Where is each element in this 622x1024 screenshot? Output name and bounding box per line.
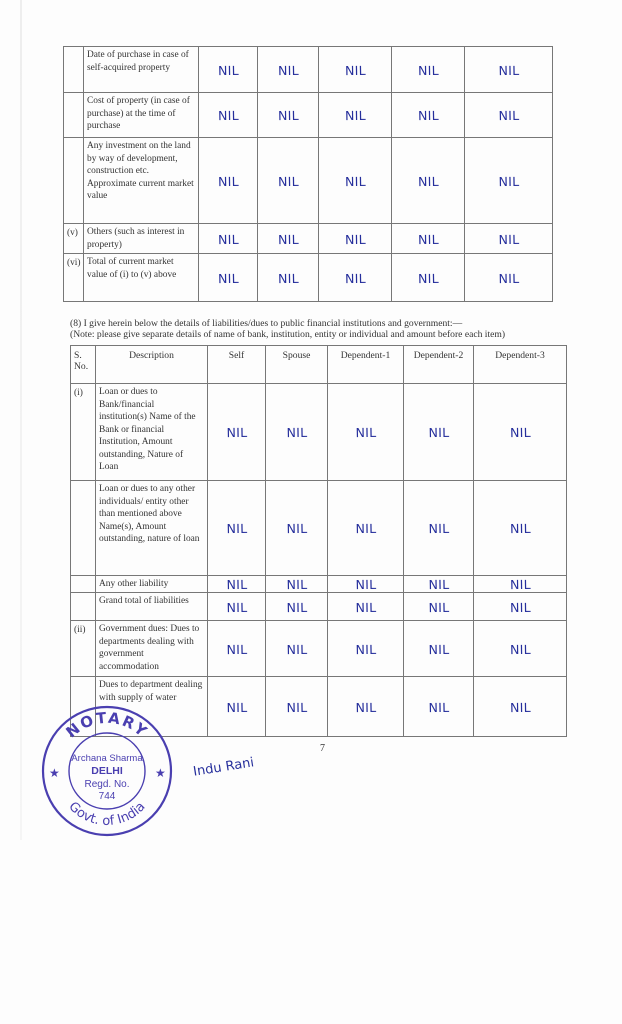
nil-entry: NIL xyxy=(327,676,404,737)
nil-entry: NIL xyxy=(257,46,319,93)
row-description: Loan or dues to Bank/financial institution(s) Name of the Bank or financial Institution, Amount outstanding, Nature of Loan xyxy=(96,384,208,481)
stamp-reg-label: Regd. No. xyxy=(84,779,130,790)
nil-entry: NIL xyxy=(318,223,392,254)
nil-entry: NIL xyxy=(473,480,568,577)
nil-entry: NIL xyxy=(265,676,328,737)
nil-entry: NIL xyxy=(327,620,404,677)
stamp-bottom-text: Govt. of India xyxy=(65,799,149,830)
table-row xyxy=(64,93,553,138)
nil-entry: NIL xyxy=(257,137,319,224)
nil-entry: NIL xyxy=(207,620,266,677)
nil-entry: NIL xyxy=(257,92,319,138)
row-description: Others (such as interest in property) xyxy=(84,224,199,254)
row-description: Loan or dues to any other individuals/ entity other than mentioned above Name(s), Amount outstanding, nature of loan xyxy=(96,481,208,576)
row-serial: (vi) xyxy=(64,254,84,302)
nil-entry: NIL xyxy=(207,676,266,737)
nil-entry: NIL xyxy=(391,253,465,302)
stamp-top-text: NOTARY xyxy=(62,708,152,742)
nil-entry: NIL xyxy=(391,137,465,224)
table-row xyxy=(64,224,553,254)
nil-entry: NIL xyxy=(318,253,392,302)
nil-entry: NIL xyxy=(198,223,258,254)
row-serial: (v) xyxy=(64,224,84,254)
nil-entry: NIL xyxy=(473,620,567,678)
nil-entry: NIL xyxy=(207,383,267,481)
row-description: Any other liability xyxy=(96,576,208,593)
nil-entry: NIL xyxy=(464,92,553,139)
section-8-note: (Note: please give separate details of name of bank, institution, entity or individual and amount before each item) xyxy=(70,329,506,340)
row-description: Government dues: Dues to departments dealing with government accommodation xyxy=(96,621,208,677)
handwritten-signature: Indu Rani xyxy=(192,755,256,780)
table-header-row xyxy=(71,346,567,384)
nil-entry: NIL xyxy=(473,383,568,482)
row-serial: (i) xyxy=(71,384,96,481)
nil-entry: NIL xyxy=(391,92,465,138)
scan-edge xyxy=(20,0,22,840)
nil-entry: NIL xyxy=(207,480,267,576)
nil-entry: NIL xyxy=(265,620,328,677)
table-row xyxy=(64,254,553,302)
notary-stamp xyxy=(39,703,175,839)
nil-entry: NIL xyxy=(265,592,327,621)
nil-entry: NIL xyxy=(207,592,265,621)
nil-entry: NIL xyxy=(265,480,329,576)
nil-entry: NIL xyxy=(198,92,258,138)
nil-entry: NIL xyxy=(403,620,474,677)
nil-entry: NIL xyxy=(207,575,265,593)
row-serial xyxy=(71,481,96,576)
row-description: Dues to department dealing with supply of water xyxy=(96,677,208,737)
liabilities-table xyxy=(70,345,567,737)
nil-entry: NIL xyxy=(318,137,392,224)
page-number: 7 xyxy=(320,743,325,754)
column-header: S. No. xyxy=(71,346,96,384)
property-table xyxy=(63,46,553,302)
star-icon: ★ xyxy=(155,766,166,780)
row-serial xyxy=(71,576,96,593)
row-description: Date of purchase in case of self-acquired property xyxy=(84,47,199,93)
nil-entry: NIL xyxy=(265,575,327,593)
row-serial xyxy=(64,93,84,138)
table-row xyxy=(71,621,567,677)
table-row xyxy=(64,47,553,93)
column-header: Self xyxy=(208,346,266,384)
table-row xyxy=(71,481,567,576)
nil-entry: NIL xyxy=(198,137,258,224)
nil-entry: NIL xyxy=(327,480,405,576)
nil-entry: NIL xyxy=(473,592,566,622)
star-icon: ★ xyxy=(49,766,60,780)
table-row xyxy=(64,138,553,224)
nil-entry: NIL xyxy=(403,575,473,593)
nil-entry: NIL xyxy=(327,575,403,593)
table-row xyxy=(71,384,567,481)
column-header: Dependent-3 xyxy=(474,346,567,384)
nil-entry: NIL xyxy=(198,46,258,93)
column-header: Dependent-1 xyxy=(328,346,404,384)
nil-entry: NIL xyxy=(473,575,566,594)
nil-entry: NIL xyxy=(318,46,392,93)
column-header: Spouse xyxy=(266,346,328,384)
table-row xyxy=(71,576,567,593)
nil-entry: NIL xyxy=(464,223,553,255)
row-description: Any investment on the land by way of development, construction etc. Approximate current market value xyxy=(84,138,199,224)
nil-entry: NIL xyxy=(464,46,553,94)
row-description: Total of current market value of (i) to (v) above xyxy=(84,254,199,302)
column-header: Description xyxy=(96,346,208,384)
nil-entry: NIL xyxy=(403,592,473,621)
nil-entry: NIL xyxy=(327,592,403,621)
nil-entry: NIL xyxy=(257,223,319,254)
nil-entry: NIL xyxy=(327,383,405,481)
nil-entry: NIL xyxy=(403,676,474,737)
row-serial xyxy=(64,138,84,224)
table-row xyxy=(71,593,567,621)
nil-entry: NIL xyxy=(391,46,465,93)
column-header: Dependent-2 xyxy=(404,346,474,384)
stamp-name: Archana Sharma xyxy=(71,753,143,764)
nil-entry: NIL xyxy=(403,480,475,576)
row-description: Cost of property (in case of purchase) at the time of purchase xyxy=(84,93,199,138)
row-serial xyxy=(71,593,96,621)
nil-entry: NIL xyxy=(391,223,465,254)
stamp-city: DELHI xyxy=(91,765,123,777)
row-serial: (ii) xyxy=(71,621,96,677)
stamp-reg-number: 744 xyxy=(98,791,116,802)
row-serial xyxy=(64,47,84,93)
row-description: Grand total of liabilities xyxy=(96,593,208,621)
nil-entry: NIL xyxy=(318,92,392,138)
nil-entry: NIL xyxy=(198,253,258,302)
nil-entry: NIL xyxy=(464,137,553,225)
nil-entry: NIL xyxy=(265,383,329,481)
section-8-heading: (8) I give herein below the details of liabilities/dues to public financial institutions and government:— xyxy=(70,318,463,329)
nil-entry: NIL xyxy=(257,253,319,302)
nil-entry: NIL xyxy=(403,383,475,481)
nil-entry: NIL xyxy=(473,676,567,738)
nil-entry: NIL xyxy=(464,253,553,303)
